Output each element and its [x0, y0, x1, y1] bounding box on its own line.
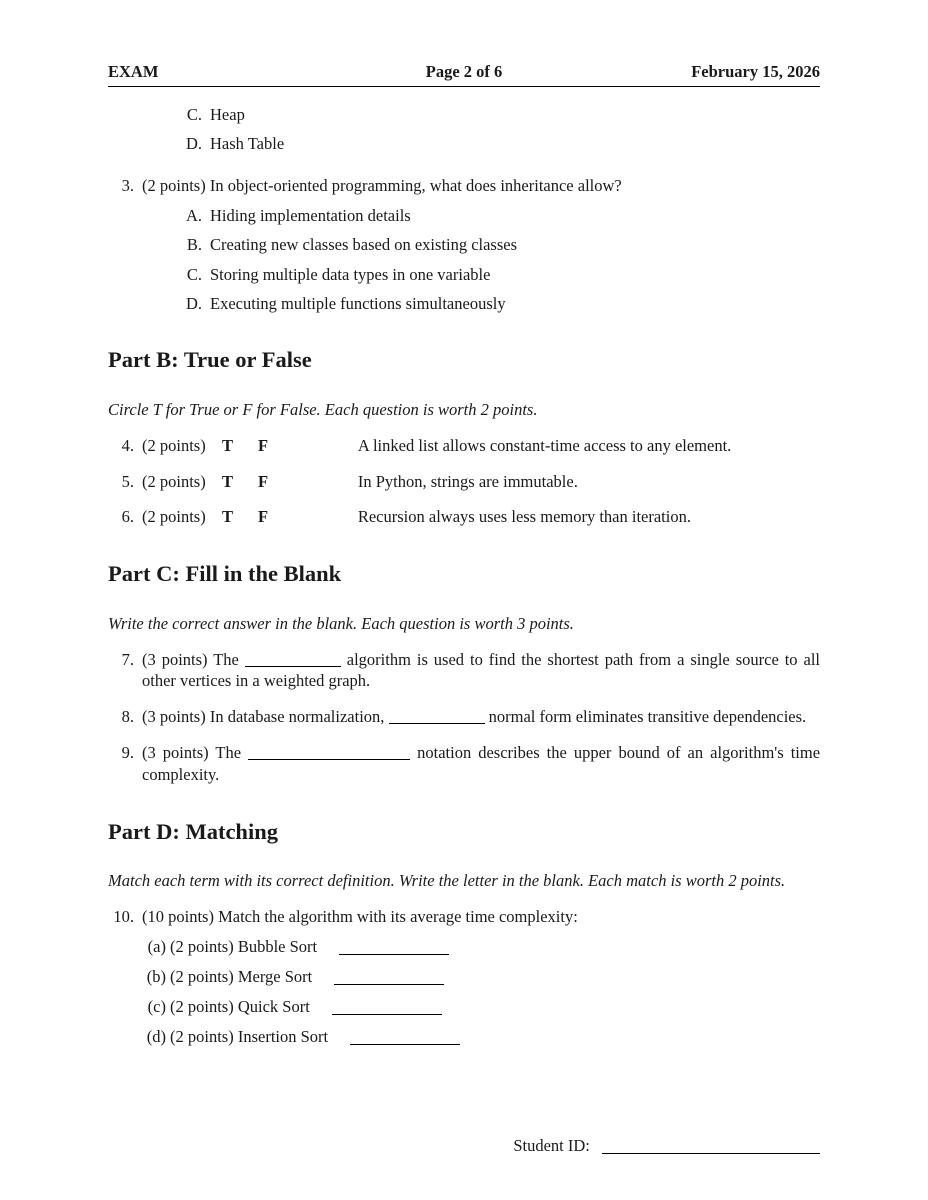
match-letter: (b)	[146, 966, 166, 986]
match-letter: (d)	[146, 1026, 166, 1046]
question-4	[108, 435, 820, 457]
answer-blank[interactable]	[389, 708, 485, 724]
question-3	[108, 175, 820, 197]
page-header	[108, 62, 820, 88]
header-divider	[108, 86, 820, 87]
match-points: (2 points)	[170, 966, 234, 986]
question-text: Match the algorithm with its average time complexity:	[218, 907, 578, 927]
student-id-input[interactable]	[602, 1138, 820, 1154]
page-number: Page 2 of 6	[425, 62, 503, 81]
question-number: 6.	[121, 507, 134, 527]
match-answer-blank[interactable]	[334, 969, 444, 985]
question-number: 8.	[121, 707, 134, 727]
match-letter: (a)	[147, 936, 166, 956]
question-6	[108, 506, 820, 528]
option-label: Hiding implementation details	[210, 205, 411, 225]
match-answer-blank[interactable]	[350, 1028, 460, 1044]
true-choice[interactable]: T	[222, 471, 234, 491]
exam-date: February 15, 2026	[691, 62, 820, 81]
match-item-d	[108, 1026, 820, 1048]
option-item[interactable]	[108, 133, 820, 154]
option-letter: A.	[185, 205, 202, 225]
true-choice[interactable]: T	[222, 507, 234, 527]
question-points: (3 points)	[142, 707, 206, 727]
option-label: Heap	[210, 105, 245, 124]
question-points: (2 points)	[142, 507, 206, 527]
answer-blank[interactable]	[245, 651, 341, 667]
student-id-label: Student ID:	[513, 1136, 590, 1155]
question-points: (3 points)	[142, 649, 208, 669]
match-item-a	[108, 936, 820, 958]
option-item[interactable]	[108, 104, 820, 125]
match-term: Bubble Sort	[237, 936, 318, 956]
true-choice[interactable]: T	[222, 435, 234, 455]
match-points: (2 points)	[170, 996, 234, 1016]
part-d-instruction: Match each term with its correct definition. Write the letter in the blank. Each match is worth 2 points.	[108, 871, 786, 891]
option-letter: D.	[185, 134, 202, 154]
match-item-b	[108, 966, 820, 988]
question-10	[108, 906, 820, 928]
question-7	[108, 649, 820, 693]
question-number: 7.	[121, 649, 134, 669]
part-c-heading: Part C: Fill in the Blank	[108, 561, 342, 587]
exam-body	[108, 104, 820, 1048]
question-text-before: The	[213, 649, 239, 669]
answer-blank[interactable]	[248, 744, 410, 760]
question-points: (2 points)	[142, 471, 206, 491]
match-points: (2 points)	[170, 936, 234, 956]
option-item[interactable]	[108, 234, 820, 255]
question-text: A linked list allows constant-time access to any element.	[357, 435, 732, 455]
question-5	[108, 471, 820, 493]
question-number: 9.	[121, 743, 134, 763]
false-choice[interactable]: F	[258, 471, 269, 491]
option-letter: B.	[186, 235, 202, 255]
match-item-c	[108, 996, 820, 1018]
part-b-instruction: Circle T for True or F for False. Each question is worth 2 points.	[108, 400, 538, 420]
match-term: Insertion Sort	[237, 1026, 329, 1046]
option-label: Executing multiple functions simultaneously	[210, 293, 506, 313]
student-id-footer	[108, 1136, 820, 1156]
exam-page	[108, 0, 820, 1200]
question-number: 3.	[121, 175, 134, 195]
option-label: Hash Table	[210, 134, 285, 154]
question-text: In object-oriented programming, what does inheritance allow?	[209, 175, 622, 195]
question-9	[108, 742, 820, 786]
match-term: Quick Sort	[237, 996, 310, 1016]
question-points: (3 points)	[142, 743, 209, 763]
question-points: (2 points)	[142, 435, 206, 455]
exam-label: EXAM	[108, 62, 159, 81]
part-c-instruction: Write the correct answer in the blank. Each question is worth 3 points.	[108, 613, 574, 633]
part-b-heading: Part B: True or False	[108, 347, 312, 373]
question-text-after: algorithm is used to find the shortest path from a single source to all other vertices in a weighted graph.	[142, 649, 820, 691]
option-letter: C.	[186, 105, 202, 124]
match-answer-blank[interactable]	[339, 939, 449, 955]
question-text-before: In database normalization,	[209, 707, 385, 727]
false-choice[interactable]: F	[258, 435, 269, 455]
false-choice[interactable]: F	[258, 507, 269, 527]
question-number: 10.	[113, 907, 134, 927]
question-number: 5.	[121, 471, 134, 491]
match-answer-blank[interactable]	[332, 999, 442, 1015]
option-item[interactable]	[108, 293, 820, 314]
option-item[interactable]	[108, 264, 820, 285]
question-text-after: notation describes the upper bound of an algorithm's time complexity.	[142, 743, 821, 784]
option-label: Storing multiple data types in one variable	[210, 264, 491, 284]
option-label: Creating new classes based on existing classes	[210, 235, 518, 255]
option-item[interactable]	[108, 205, 820, 226]
option-letter: D.	[185, 293, 202, 313]
question-text-before: The	[215, 743, 242, 763]
question-8	[108, 706, 820, 728]
question-points: (2 points)	[142, 175, 206, 195]
option-letter: C.	[186, 264, 202, 284]
match-points: (2 points)	[170, 1026, 234, 1046]
match-letter: (c)	[147, 996, 166, 1016]
part-d-heading: Part D: Matching	[108, 818, 278, 844]
match-term: Merge Sort	[237, 966, 313, 986]
question-text: In Python, strings are immutable.	[357, 471, 578, 491]
question-points: (10 points)	[142, 907, 214, 927]
question-number: 4.	[121, 435, 134, 455]
question-text-after: normal form eliminates transitive dependencies.	[488, 707, 807, 727]
question-text: Recursion always uses less memory than iteration.	[357, 507, 691, 527]
